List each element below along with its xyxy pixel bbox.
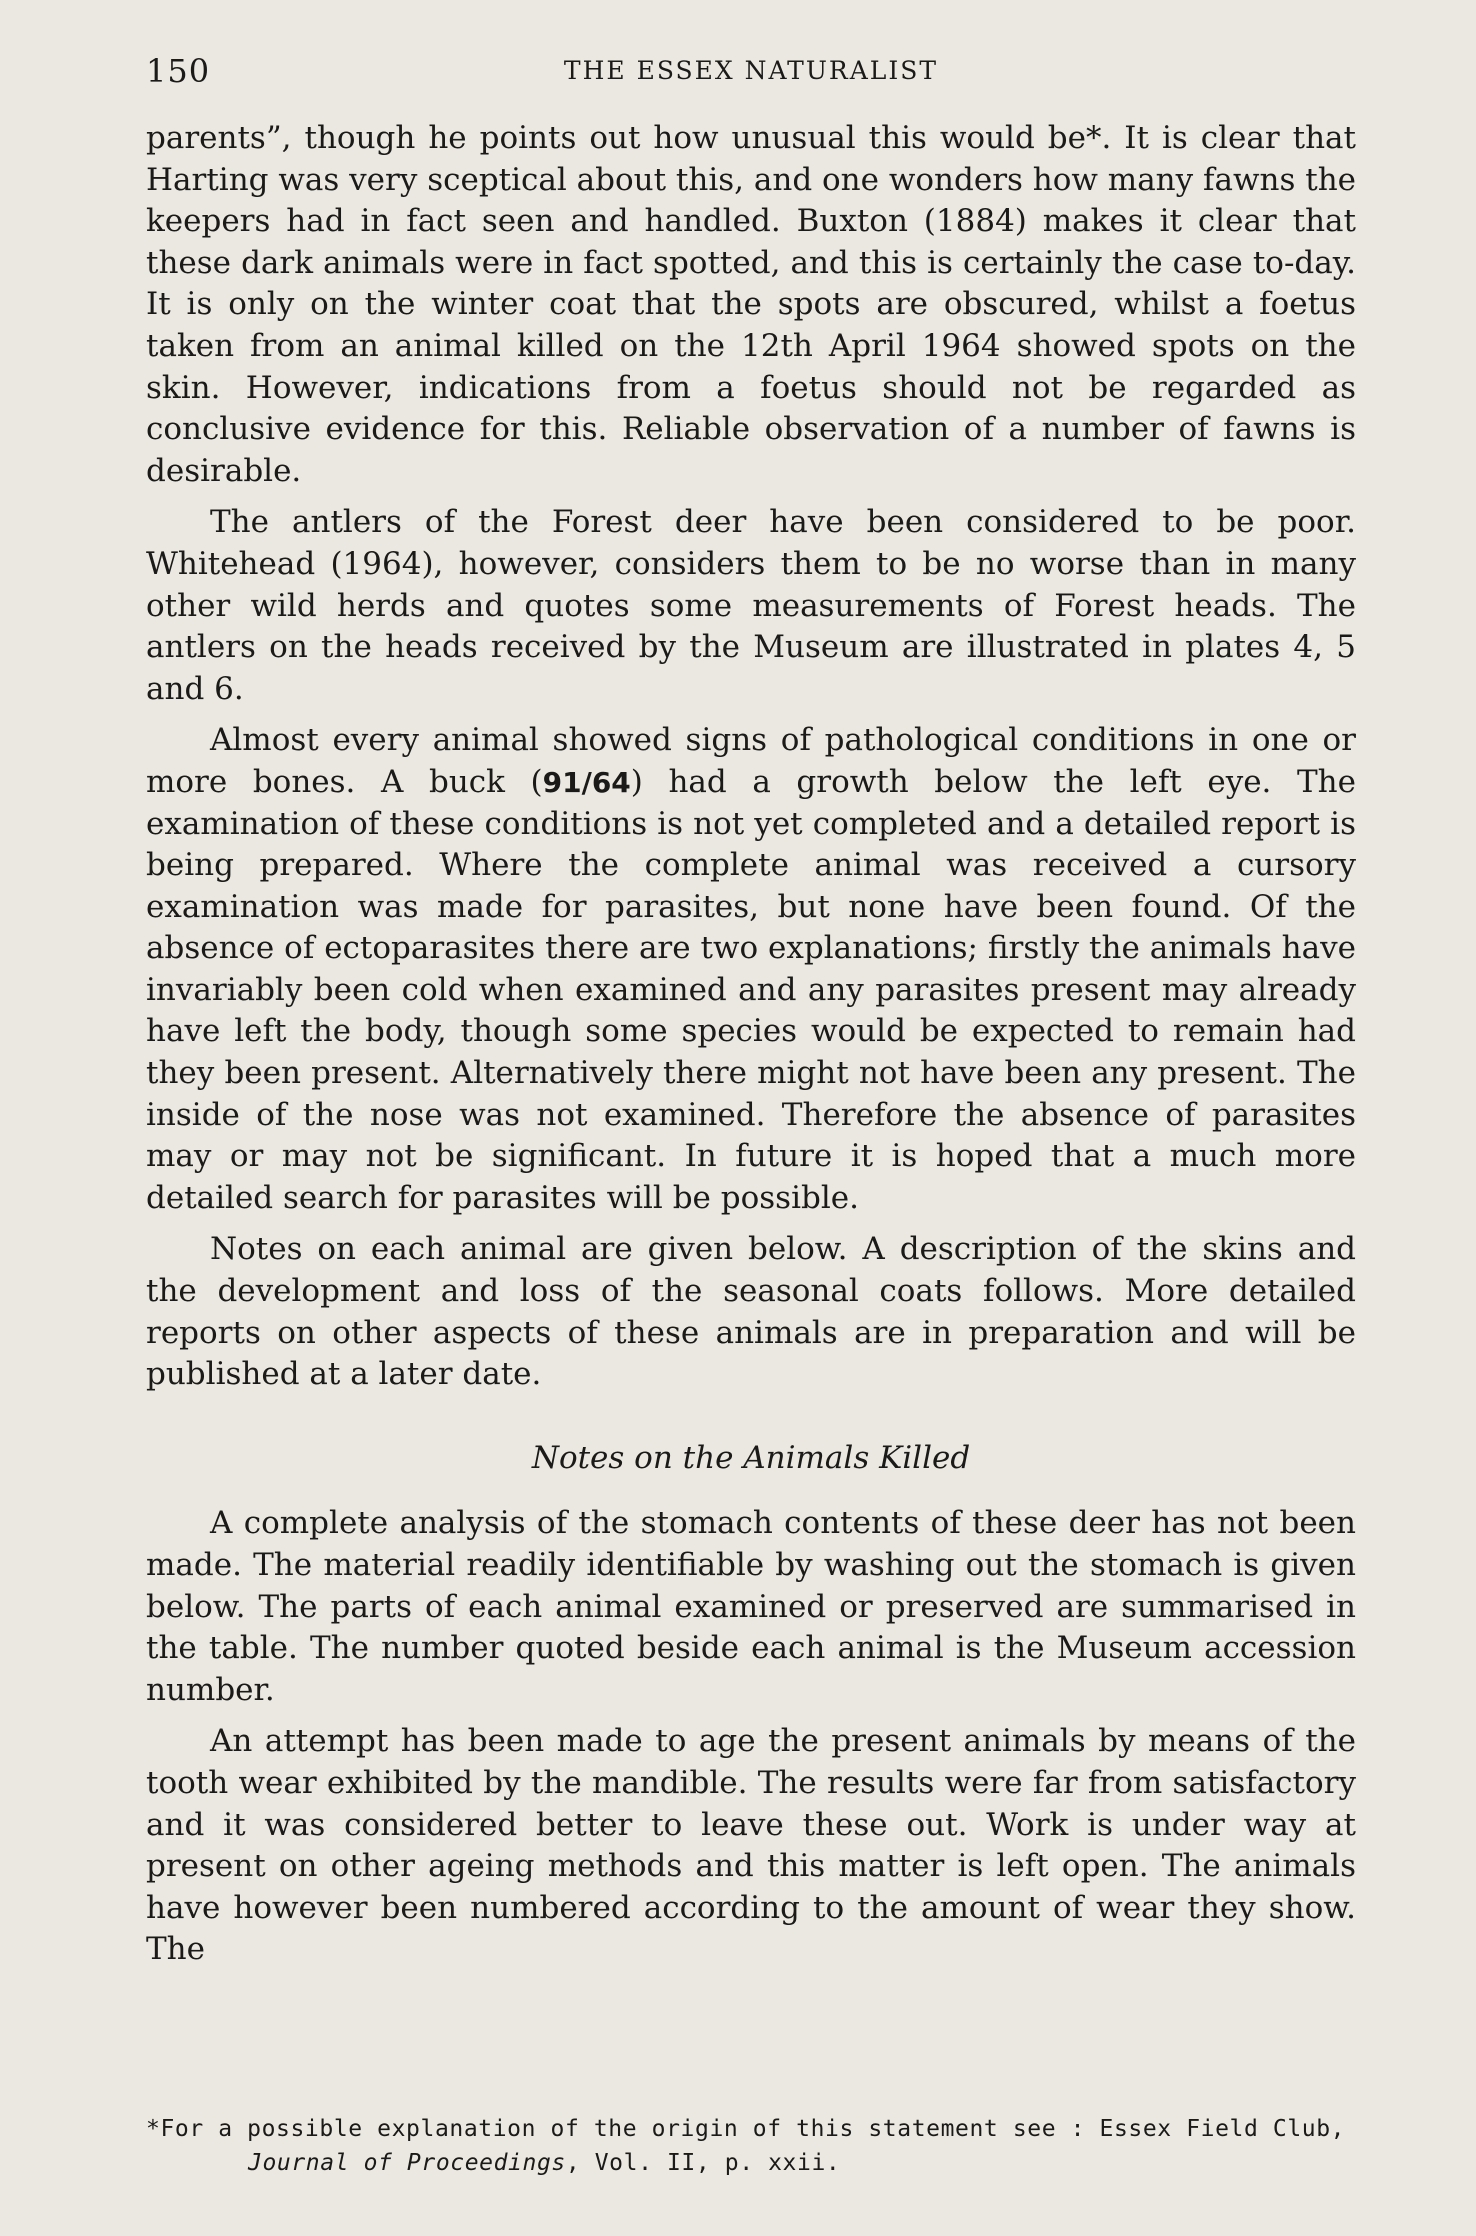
- paragraph-notes: Notes on each animal are given below. A description of the skins and the development and loss of the seasonal coats follows. More detailed reports on other aspects of these animals are in preparation and will be published at a later date.: [146, 1231, 1356, 1393]
- pathology-text-end: ) had a growth below the left eye. The examination of these conditions is not yet completed and a detailed report is being prepared. Where the complete animal was received a cursory examination was made for parasites, but none have been found. Of the absence of ectoparasites there are two explanations; firstly the animals have invariably been cold when examined and any parasites present may already have left the body, though some species would be expected to remain had they been present. Alternatively there might not have been any present. The inside of the nose was not examined. Therefore the absence of parasites may or may not be significant. In future it is hoped that a much more detailed search for parasites will be possible.: [146, 763, 1356, 1216]
- footnote-line-1: *For a possible explanation of the origin of this statement see : Essex Field Club,: [146, 2116, 1346, 2142]
- footnote: [146, 2112, 1356, 2180]
- specimen-number: 91/64: [542, 765, 631, 799]
- journal-title: THE ESSEX NATURALIST: [563, 56, 939, 85]
- footnote-line-2: [146, 2146, 1356, 2180]
- running-head: [146, 52, 1356, 96]
- paragraph-stomach: A complete analysis of the stomach contents of these deer has not been made. The material readily identifiable by washing out the stomach is given below. The parts of each animal examined or preserved are summarised in the table. The number quoted beside each animal is the Museum accession number.: [146, 1505, 1356, 1708]
- footnote-journal: Journal of Proceedings: [248, 2150, 566, 2176]
- section-heading: Notes on the Animals Killed: [531, 1439, 971, 1476]
- page-number: 150: [146, 52, 211, 90]
- body-text: [146, 118, 1356, 1981]
- paragraph-parents-fawns: parents”, though he points out how unusual this would be*. It is clear that Harting was very sceptical about this, and one wonders how many fawns the keepers had in fact seen and handled. Buxton (1884) makes it clear that these dark animals were in fact spotted, and this is certainly the case to-day. It is only on the winter coat that the spots are obscured, whilst a foetus taken from an animal killed on the 12th April 1964 showed spots on the skin. However, indications from a foetus should not be regarded as conclusive evidence for this. Reliable observation of a number of fawns is desirable.: [146, 120, 1356, 489]
- pathology-text-start: Almost every animal showed signs of pathological conditions in one or more bones. A buck (: [146, 722, 1356, 800]
- paragraph-ageing: An attempt has been made to age the present animals by means of the tooth wear exhibited by the mandible. The results were far from satisfactory and it was considered better to leave these out. Work is under way at present on other ageing methods and this matter is left open. The animals have however been numbered according to the amount of wear they show. The: [146, 1723, 1356, 1968]
- paragraph-pathology: [146, 720, 1356, 1219]
- paragraph-antlers: The antlers of the Forest deer have been considered to be poor. Whitehead (1964), however, considers them to be no worse than in many other wild herds and quotes some measurements of Forest heads. The antlers on the heads received by the Museum are illustrated in plates 4, 5 and 6.: [146, 504, 1356, 707]
- footnote-reference: , Vol. II, p. xxii.: [565, 2150, 841, 2176]
